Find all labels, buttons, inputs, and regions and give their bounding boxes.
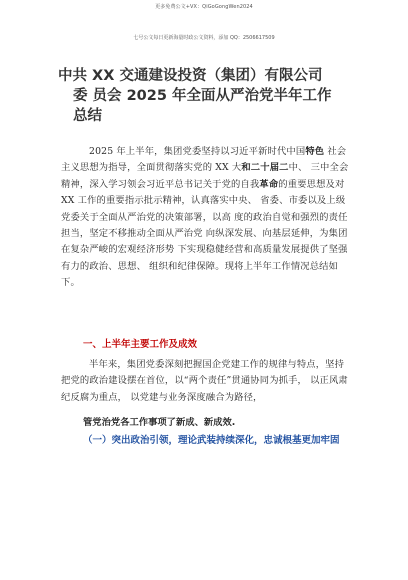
intro-paragraph (61, 144, 349, 292)
section-paragraph (61, 357, 349, 406)
intro-text-1: 2025 年上半年，集团党委坚持以习近平新时代中国 (89, 146, 306, 157)
intro-text-2: 社会主义思想为指导，全面贯彻落实党的 XX 大 (61, 146, 347, 174)
overlapping-text-line: 管党治党各工作事项了新成、新成效. (83, 417, 236, 428)
intro-bold-1: 特色 (305, 146, 325, 157)
sub-heading: （一）突出政治引领，理论武装持续深化，忠诚根基更加牢固 (83, 435, 340, 446)
title-line-2: 委 员会 2025 年全面从严治党半年工作 (73, 88, 332, 104)
title-line-3: 总结 (73, 108, 102, 124)
intro-bold-3: 革命 (259, 178, 279, 190)
intro-text-3: 中、 三中全会精神，深入学习领会习近平总书记关于党的自我 (61, 162, 349, 190)
sub-banner: 七号公文每日更新海量时政公文资料，添加 QQ：2506617509 (133, 35, 275, 41)
top-banner: 更多免费公文+VX：QiGoGongWen2024 (155, 4, 253, 10)
section-text: 半年来，集团党委深刻把握国企党建工作的规律与特点，坚持把党的政治建设摆在首位，以“两个责任”贯通协同为抓手， 以正风肃纪反腐为重点， 以党建与业务深度融合为路径， (61, 359, 348, 403)
intro-bold-2: 和二十届二 (241, 162, 289, 174)
title-line-1: 中共 XX 交通建设投资（集团）有限公司 (58, 68, 323, 84)
document-title (58, 66, 358, 126)
intro-text-4: 的重要思想及对 XX 工作的重要指示批示精神，认真落实中央、 省委、市委以及上级党委关于全面从严治党的决策部署，以高 度的政治自觉和强烈的责任担当，坚定不移推动全面从严治党 向纵深发展、向基层延伸，为集团在复杂严峻的宏观经济形势 下实现稳健经营和高质量发展提供了坚强有力的政治、思想、 组织和纪律保障。现将上半年工作情况总结如下。 (61, 178, 348, 289)
section-heading: 一、上半年主要工作及成效 (83, 339, 198, 350)
